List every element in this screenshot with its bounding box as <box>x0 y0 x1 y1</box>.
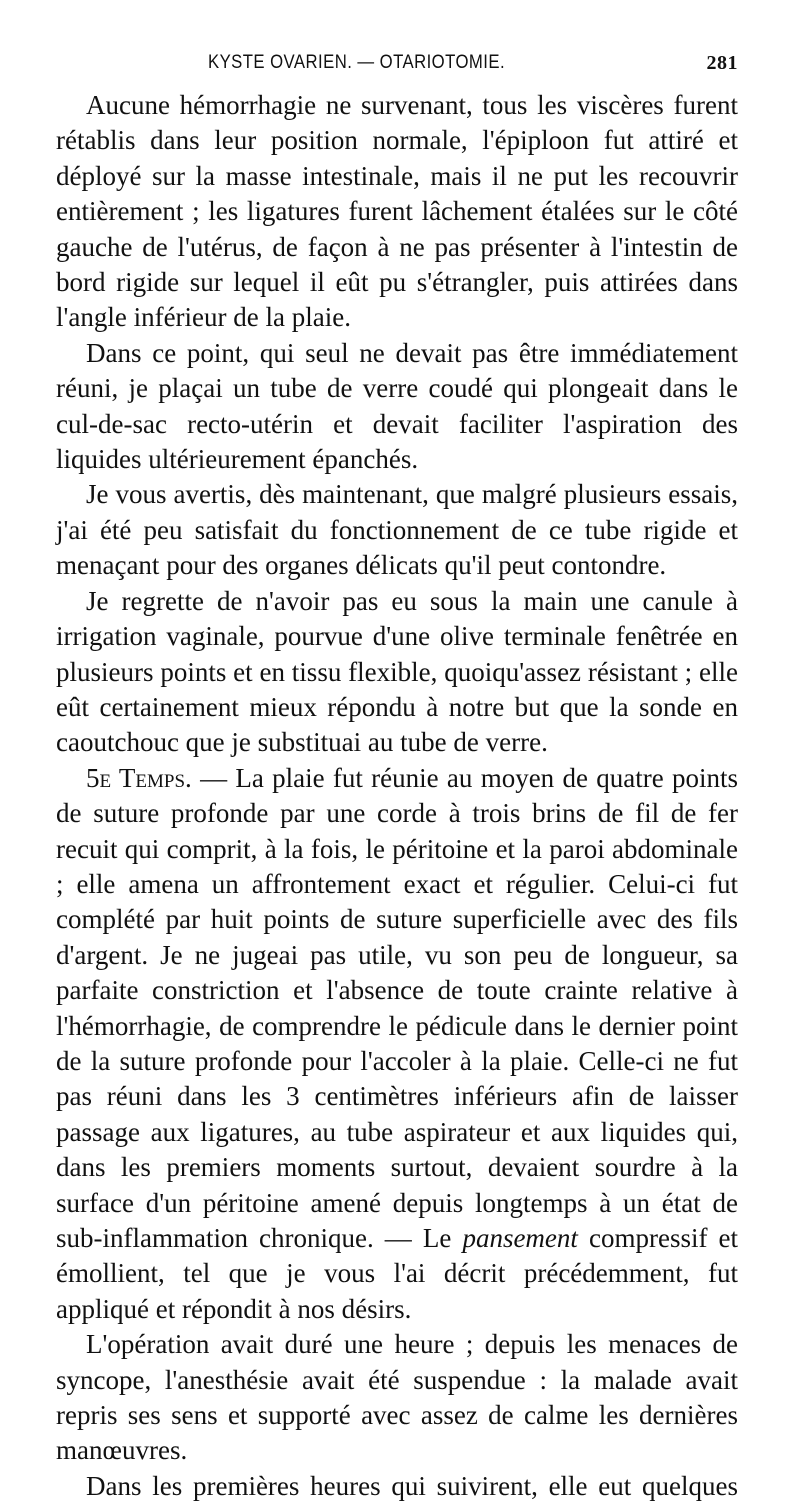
page-number: 281 <box>706 52 738 74</box>
section-lead: 5e Temps. <box>86 762 192 793</box>
paragraph <box>56 761 738 1328</box>
page-header <box>56 44 738 84</box>
body-text <box>56 88 738 1504</box>
paragraph: Dans ce point, qui seul ne devait pas être immédiatement réuni, je plaçai un tube de verre coudé qui plongeait dans le cul-de-sac recto-utérin et devait faciliter l'aspiration des liquides ultérieurement épanchés. <box>56 337 738 475</box>
paragraph: L'opération avait duré une heure ; depuis les menaces de syncope, l'anesthésie avait été suspendue : la malade avait repris ses sens et supporté avec assez de calme les dernières manœuvres. <box>56 1329 738 1466</box>
paragraph: Je regrette de n'avoir pas eu sous la main une canule à irrigation vaginale, pourvue d'une olive terminale fenêtrée en plusieurs points et en tissu flexible, quoiqu'assez résistant ; elle eût certainement mieux répondu à notre but que la sonde en caoutchouc que je substituai au tube de verre. <box>56 585 738 758</box>
paragraph-text: — La plaie fut réunie au moyen de quatre points de suture profonde par une corde à trois brins de fil de fer recuit qui comprit, à la fois, le péritoine et la paroi abdominale ; elle amena un affrontement exact et régulier. Celui-ci fut complété par huit points de suture superficielle avec des fils d'argent. Je ne jugeai pas utile, vu son peu de longueur, sa parfaite constriction et l'absence de toute crainte relative à l'hémorrhagie, de comprendre le pédicule dans le dernier point de la suture profonde pour l'accoler à la plaie. Celle-ci ne fut pas réuni dans les 3 centimètres inférieurs afin de laisser passage aux ligatures, au tube aspirateur et aux liquides qui, dans les premiers moments surtout, devaient sourdre à la surface d'un péritoine amené depuis longtemps à un état de sub-inflammation chronique. — Le <box>56 762 739 1253</box>
paragraph: Aucune hémorrhagie ne survenant, tous les viscères furent rétablis dans leur position normale, l'épiploon fut attiré et déployé sur la masse intestinale, mais il ne put les recouvrir entièrement ; les ligatures furent lâchement étalées sur le côté gauche de l'utérus, de façon à ne pas présenter à l'intestin de bord rigide sur lequel il eût pu s'étrangler, puis attirées dans l'angle inférieur de la plaie. <box>56 90 738 333</box>
italic-term: pansement <box>462 1223 578 1253</box>
paragraph: Dans les premières heures qui suivirent, elle eut quelques <box>86 1470 738 1501</box>
running-title: KYSTE OVARIEN. — OTARIOTOMIE. <box>208 52 506 73</box>
paragraph-text: compressif et émollient, tel que je vous l'ai décrit précédemment, fut appliqué et répondit à nos désirs. <box>56 1223 739 1324</box>
paragraph: Je vous avertis, dès maintenant, que malgré plusieurs essais, j'ai été peu satisfait du fonctionnement de ce tube rigide et menaçant pour des organes délicats qu'il peut contondre. <box>56 479 738 581</box>
